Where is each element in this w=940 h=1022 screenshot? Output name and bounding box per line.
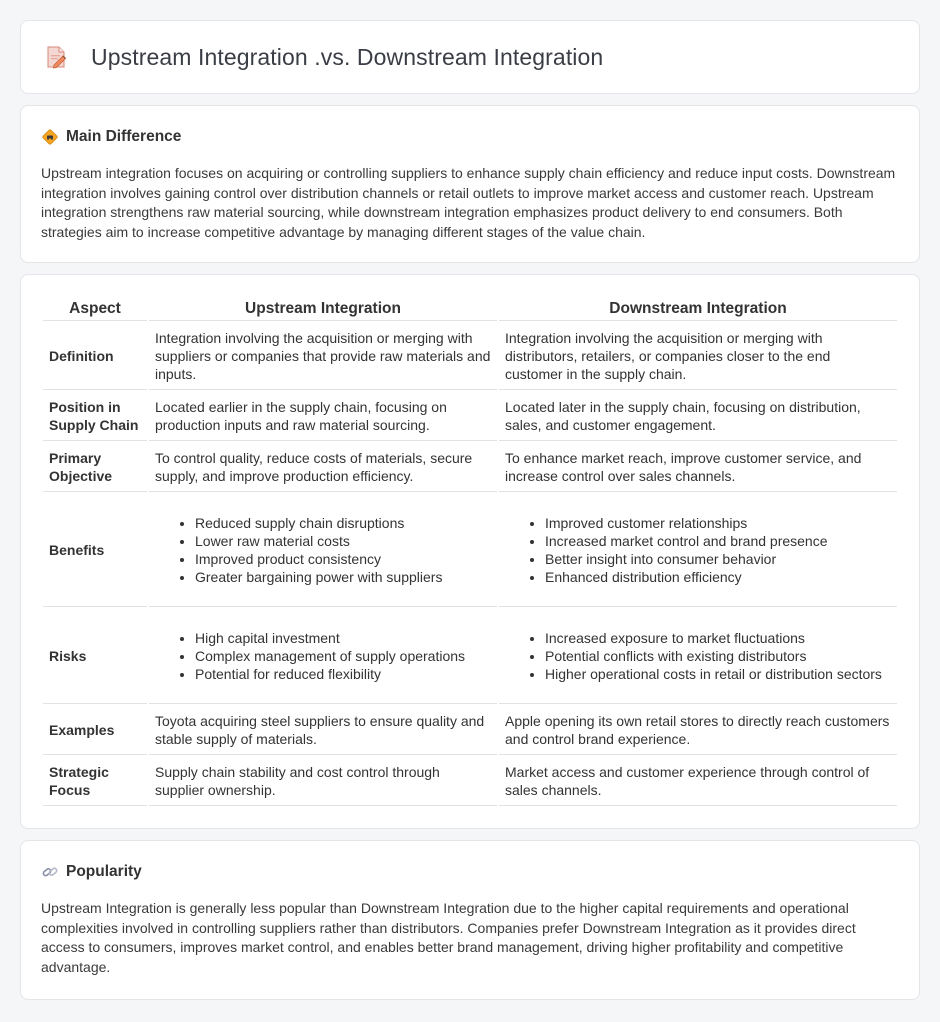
row-upstream: Integration involving the acquisition or merging with suppliers or companies that provide raw materials and inputs. bbox=[149, 323, 497, 390]
table-row bbox=[43, 757, 897, 806]
table-row bbox=[43, 323, 897, 390]
list-item: • Potential for reduced flexibility bbox=[195, 665, 491, 683]
row-upstream: Toyota acquiring steel suppliers to ensure quality and stable supply of materials. bbox=[149, 706, 497, 755]
header-downstream: Downstream Integration bbox=[499, 297, 897, 321]
main-difference-title: Main Difference bbox=[66, 128, 182, 145]
downstream-risks-list bbox=[505, 629, 891, 683]
row-downstream bbox=[499, 494, 897, 607]
upstream-risks-list bbox=[155, 629, 491, 683]
row-aspect: Strategic Focus bbox=[43, 757, 147, 806]
table-row bbox=[43, 494, 897, 607]
list-item: • Greater bargaining power with suppliers bbox=[195, 568, 491, 586]
table-row bbox=[43, 609, 897, 704]
popularity-title: Popularity bbox=[66, 863, 142, 880]
row-upstream: To control quality, reduce costs of materials, secure supply, and improve production efficiency. bbox=[149, 443, 497, 492]
table-row bbox=[43, 443, 897, 492]
list-item: • Lower raw material costs bbox=[195, 532, 491, 550]
diamond-sign-icon bbox=[41, 128, 59, 146]
row-upstream bbox=[149, 494, 497, 607]
row-aspect: Benefits bbox=[43, 494, 147, 607]
table-row bbox=[43, 392, 897, 441]
list-item: • Potential conflicts with existing distributors bbox=[545, 647, 891, 665]
comparison-table bbox=[41, 295, 899, 808]
row-downstream: Integration involving the acquisition or merging with distributors, retailers, or companies closer to the end customer in the supply chain. bbox=[499, 323, 897, 390]
row-downstream: Apple opening its own retail stores to directly reach customers and control brand experience. bbox=[499, 706, 897, 755]
table-header-row bbox=[43, 297, 897, 321]
header-aspect: Aspect bbox=[43, 297, 147, 321]
list-item: • Increased exposure to market fluctuations bbox=[545, 629, 891, 647]
row-downstream: To enhance market reach, improve customer service, and increase control over sales channels. bbox=[499, 443, 897, 492]
page-title: Upstream Integration .vs. Downstream Integration bbox=[91, 43, 604, 70]
main-difference-heading bbox=[41, 128, 899, 146]
row-aspect: Examples bbox=[43, 706, 147, 755]
list-item: • Better insight into consumer behavior bbox=[545, 550, 891, 568]
document-pencil-icon bbox=[43, 44, 69, 70]
list-item: • Reduced supply chain disruptions bbox=[195, 514, 491, 532]
upstream-benefits-list bbox=[155, 514, 491, 586]
row-aspect: Primary Objective bbox=[43, 443, 147, 492]
list-item: • Improved customer relationships bbox=[545, 514, 891, 532]
popularity-section bbox=[20, 840, 920, 1000]
list-item: • Increased market control and brand presence bbox=[545, 532, 891, 550]
link-icon bbox=[41, 863, 59, 881]
row-aspect: Position in Supply Chain bbox=[43, 392, 147, 441]
list-item: • Improved product consistency bbox=[195, 550, 491, 568]
row-downstream: Located later in the supply chain, focusing on distribution, sales, and customer engagement. bbox=[499, 392, 897, 441]
main-difference-text: Upstream integration focuses on acquiring or controlling suppliers to enhance supply chain efficiency and reduce input costs. Downstream integration involves gaining control over distribution channels or retail outlets to improve market access and customer reach. Upstream integration strengthens raw material sourcing, while downstream integration emphasizes product delivery to end consumers. Both strategies aim to increase competitive advantage by managing different stages of the value chain. bbox=[41, 165, 896, 240]
table-row bbox=[43, 706, 897, 755]
comparison-table-card bbox=[20, 274, 920, 829]
list-item: • Complex management of supply operations bbox=[195, 647, 491, 665]
popularity-text: Upstream Integration is generally less popular than Downstream Integration due to the higher capital requirements and operational complexities involved in controlling suppliers rather than distributors. Companies prefer Downstream Integration as it provides direct access to consumers, improves market control, and enables better brand management, driving higher profitability and competitive advantage. bbox=[41, 900, 856, 975]
row-upstream: Supply chain stability and cost control through supplier ownership. bbox=[149, 757, 497, 806]
row-upstream: Located earlier in the supply chain, focusing on production inputs and raw material sourcing. bbox=[149, 392, 497, 441]
downstream-benefits-list bbox=[505, 514, 891, 586]
popularity-heading bbox=[41, 863, 899, 881]
row-downstream bbox=[499, 609, 897, 704]
row-upstream bbox=[149, 609, 497, 704]
list-item: • Enhanced distribution efficiency bbox=[545, 568, 891, 586]
list-item: • High capital investment bbox=[195, 629, 491, 647]
row-aspect: Definition bbox=[43, 323, 147, 390]
title-card bbox=[20, 20, 920, 94]
main-difference-section bbox=[20, 105, 920, 263]
row-downstream: Market access and customer experience through control of sales channels. bbox=[499, 757, 897, 806]
row-aspect: Risks bbox=[43, 609, 147, 704]
list-item: • Higher operational costs in retail or distribution sectors bbox=[545, 665, 891, 683]
header-upstream: Upstream Integration bbox=[149, 297, 497, 321]
